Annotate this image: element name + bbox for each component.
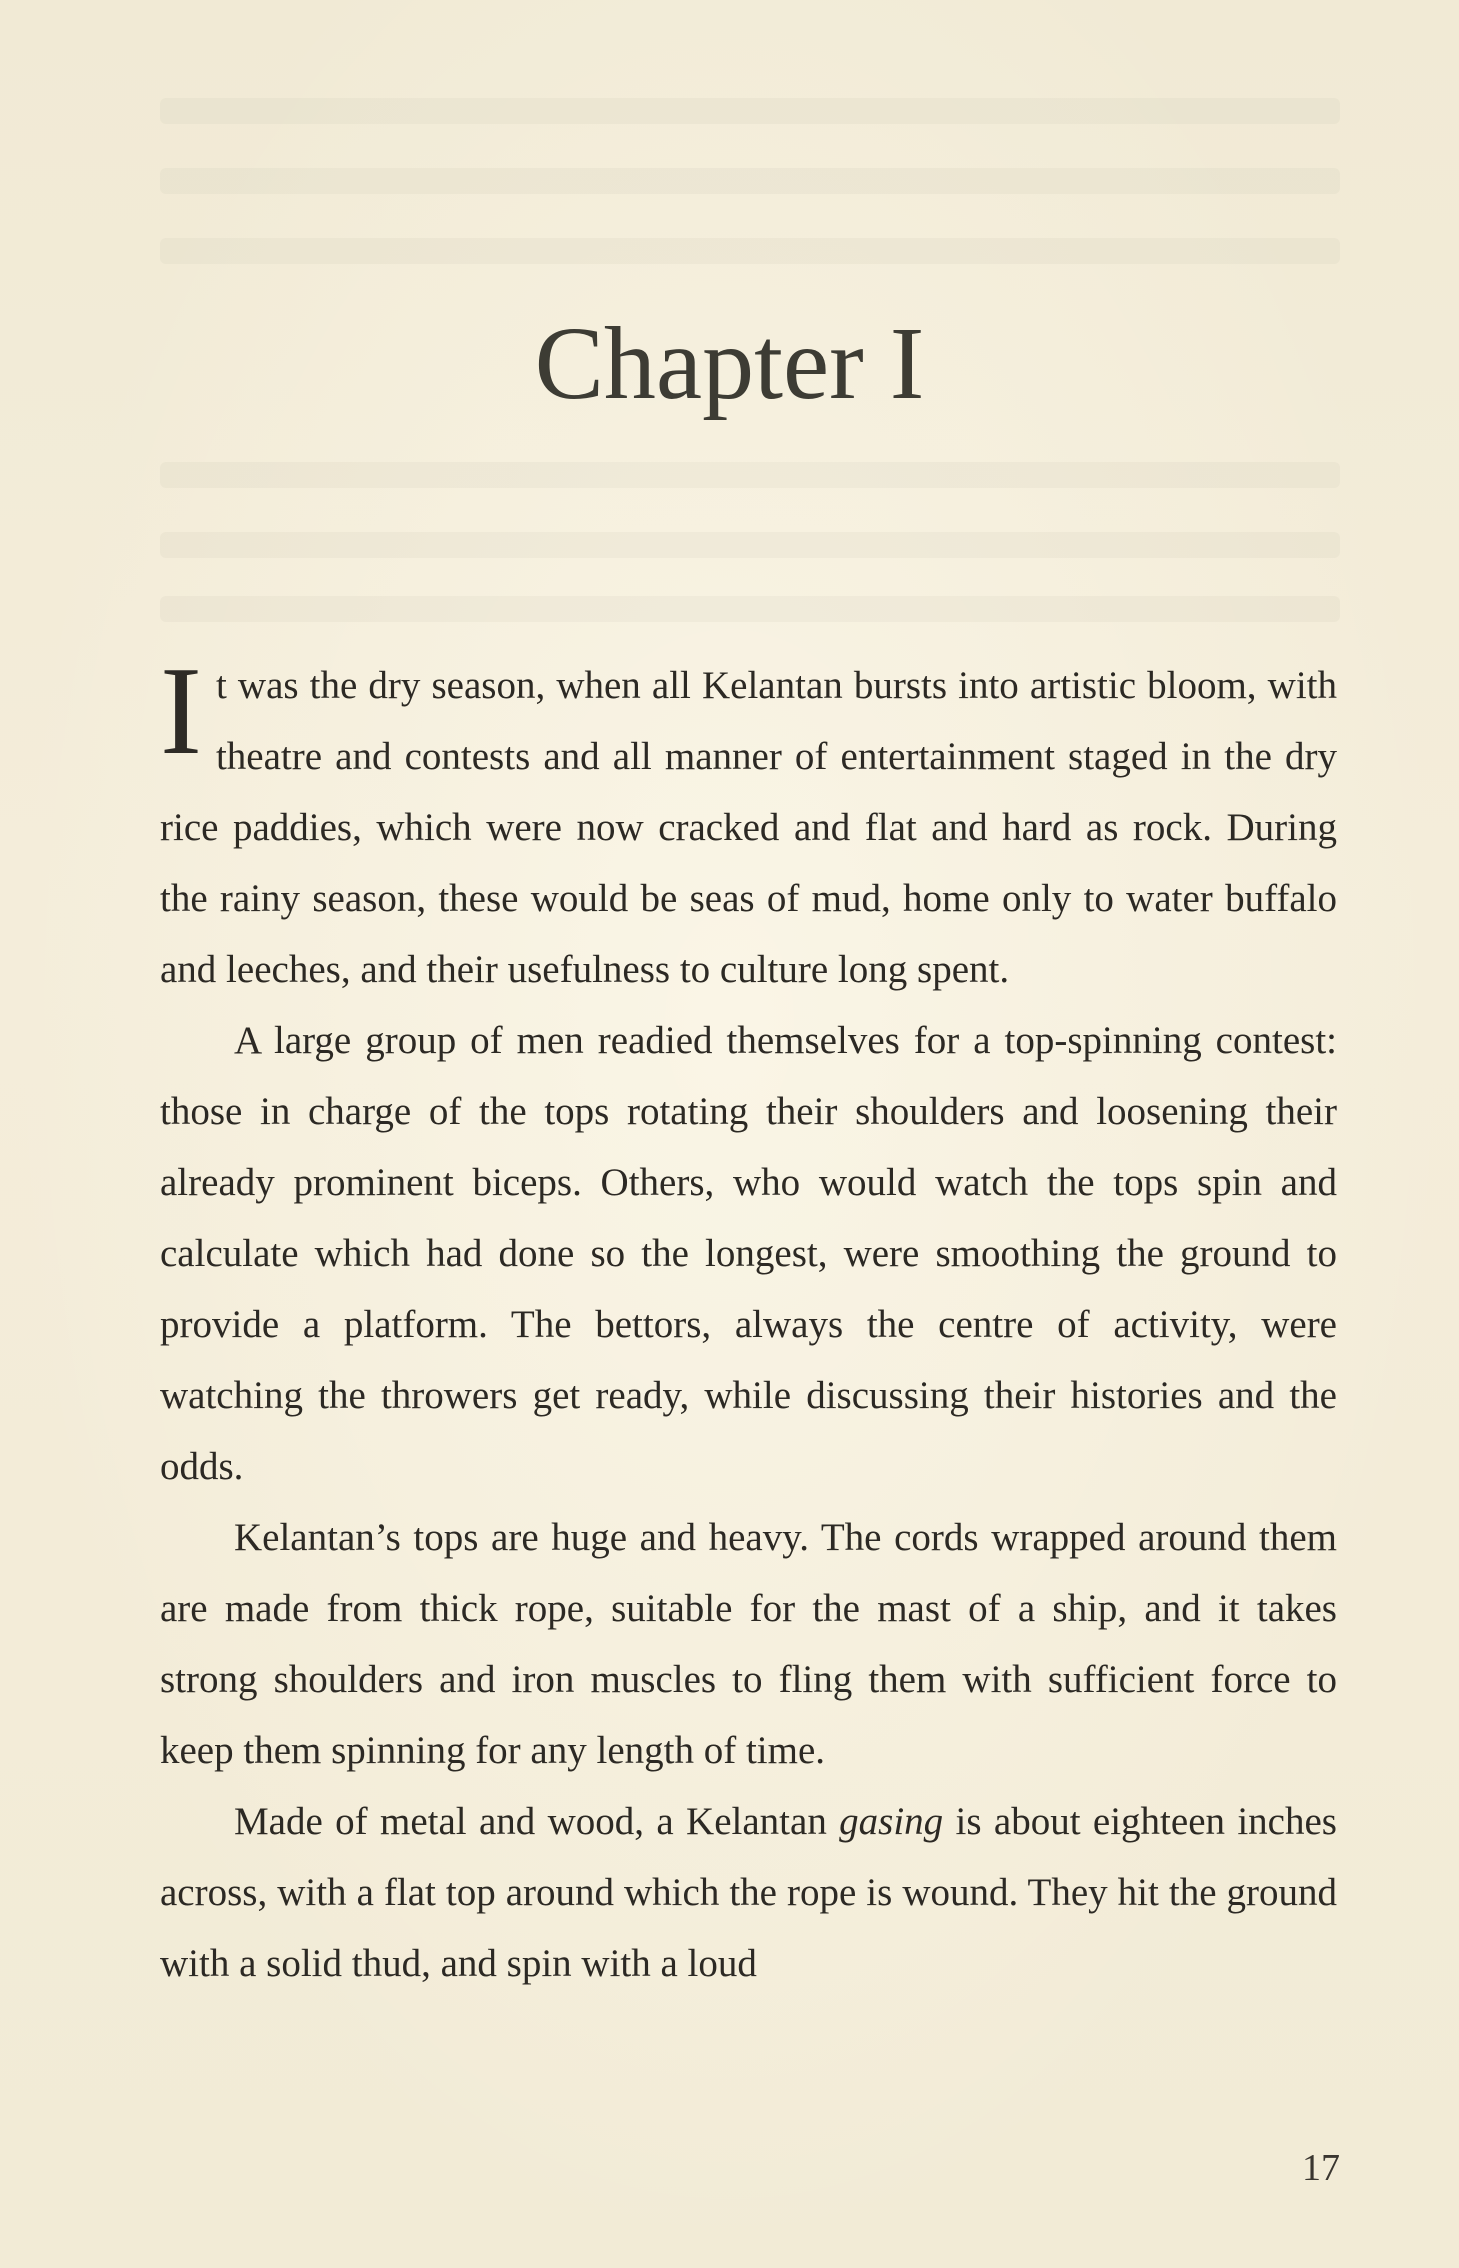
paragraph-3: Kelantan’s tops are huge and heavy. The cords wrapped around them are made from thick rope, suitable for the mast of a ship, and it takes strong shoulders and iron muscles to fling them with sufficient force to keep them spinning for any length of time.: [160, 1516, 1337, 1772]
paragraph-4-text-start: Made of metal and wood, a Kelantan: [234, 1800, 840, 1843]
paragraph-1: [160, 642, 1337, 1005]
italic-term: gasing: [839, 1800, 944, 1843]
show-through-shadow: [160, 168, 1340, 194]
show-through-shadow: [160, 462, 1340, 488]
show-through-shadow: [160, 238, 1340, 264]
show-through-shadow: [160, 98, 1340, 124]
show-through-shadow: [160, 532, 1340, 558]
drop-cap: I: [160, 642, 202, 781]
paragraph-4-text-end: is about eighteen inches across, with a flat top around which the rope is wound. They hit the ground with a solid thud, and spin with a loud: [160, 1800, 1337, 1985]
body-text: [160, 642, 1337, 1999]
show-through-shadow: [160, 596, 1340, 622]
paragraph-1-text: t was the dry season, when all Kelantan bursts into artistic bloom, with theatre and contests and all manner of entertainment staged in the dry rice paddies, which were now cracked and flat and hard as rock. During the rainy season, these would be seas of mud, home only to water buffalo and leeches, and their usefulness to culture long spent.: [160, 664, 1337, 991]
page-number: 17: [1302, 2147, 1340, 2189]
paragraph-2: A large group of men readied themselves for a top-spinning contest: those in charge of the tops rotating their shoulders and loosening their already prominent biceps. Others, who would watch the tops spin and calculate which had done so the longest, were smoothing the ground to provide a platform. The bettors, always the centre of activity, were watching the throwers get ready, while discussing their histories and the odds.: [160, 1019, 1337, 1488]
paragraph-4: [160, 1786, 1337, 1999]
chapter-title: Chapter I: [534, 306, 925, 421]
